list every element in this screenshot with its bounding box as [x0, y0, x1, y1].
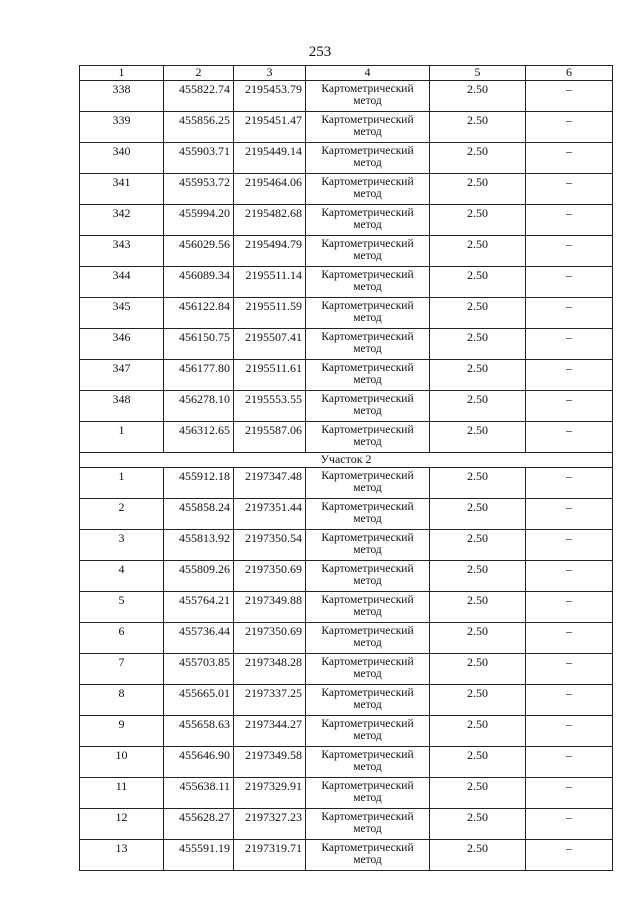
- table-row: [80, 716, 613, 747]
- note-cell: –: [526, 329, 613, 360]
- x-coordinate: 455591.19: [164, 840, 234, 871]
- note-cell: –: [526, 112, 613, 143]
- y-coordinate: 2195482.68: [234, 205, 306, 236]
- table-row: [80, 391, 613, 422]
- table-row: [80, 422, 613, 453]
- method-cell: Картометрический метод: [306, 267, 430, 298]
- table-row: [80, 267, 613, 298]
- table-row: [80, 236, 613, 267]
- note-cell: –: [526, 592, 613, 623]
- accuracy-cell: 2.50: [430, 654, 526, 685]
- x-coordinate: 455953.72: [164, 174, 234, 205]
- note-cell: –: [526, 143, 613, 174]
- x-coordinate: 455903.71: [164, 143, 234, 174]
- method-cell: Картометрический метод: [306, 360, 430, 391]
- point-number: 340: [80, 143, 164, 174]
- point-number: 7: [80, 654, 164, 685]
- table-row: [80, 530, 613, 561]
- table-row: [80, 499, 613, 530]
- x-coordinate: 455658.63: [164, 716, 234, 747]
- accuracy-cell: 2.50: [430, 685, 526, 716]
- note-cell: –: [526, 391, 613, 422]
- point-number: 344: [80, 267, 164, 298]
- x-coordinate: 455764.21: [164, 592, 234, 623]
- page-number: 253: [308, 44, 332, 60]
- note-cell: –: [526, 499, 613, 530]
- point-number: 2: [80, 499, 164, 530]
- accuracy-cell: 2.50: [430, 391, 526, 422]
- note-cell: –: [526, 778, 613, 809]
- method-cell: Картометрический метод: [306, 809, 430, 840]
- y-coordinate: 2197329.91: [234, 778, 306, 809]
- x-coordinate: 455912.18: [164, 468, 234, 499]
- note-cell: –: [526, 267, 613, 298]
- coordinates-table-body: [80, 66, 613, 871]
- point-number: 1: [80, 422, 164, 453]
- accuracy-cell: 2.50: [430, 236, 526, 267]
- note-cell: –: [526, 81, 613, 112]
- point-number: 3: [80, 530, 164, 561]
- point-number: 11: [80, 778, 164, 809]
- note-cell: –: [526, 530, 613, 561]
- method-cell: Картометрический метод: [306, 298, 430, 329]
- method-cell: Картометрический метод: [306, 112, 430, 143]
- point-number: 341: [80, 174, 164, 205]
- point-number: 347: [80, 360, 164, 391]
- x-coordinate: 455809.26: [164, 561, 234, 592]
- accuracy-cell: 2.50: [430, 623, 526, 654]
- accuracy-cell: 2.50: [430, 112, 526, 143]
- method-cell: Картометрический метод: [306, 592, 430, 623]
- y-coordinate: 2197350.54: [234, 530, 306, 561]
- point-number: 6: [80, 623, 164, 654]
- column-header: 2: [164, 66, 234, 81]
- note-cell: –: [526, 747, 613, 778]
- note-cell: –: [526, 468, 613, 499]
- x-coordinate: 455858.24: [164, 499, 234, 530]
- table-row: [80, 468, 613, 499]
- y-coordinate: 2195587.06: [234, 422, 306, 453]
- point-number: 13: [80, 840, 164, 871]
- point-number: 4: [80, 561, 164, 592]
- y-coordinate: 2195511.14: [234, 267, 306, 298]
- note-cell: –: [526, 422, 613, 453]
- point-number: 8: [80, 685, 164, 716]
- x-coordinate: 456089.34: [164, 267, 234, 298]
- method-cell: Картометрический метод: [306, 778, 430, 809]
- table-row: [80, 298, 613, 329]
- column-header: 4: [306, 66, 430, 81]
- section-title: Участок 2: [80, 453, 613, 468]
- note-cell: –: [526, 840, 613, 871]
- table-row: [80, 747, 613, 778]
- accuracy-cell: 2.50: [430, 561, 526, 592]
- y-coordinate: 2197319.71: [234, 840, 306, 871]
- accuracy-cell: 2.50: [430, 143, 526, 174]
- column-header: 1: [80, 66, 164, 81]
- point-number: 1: [80, 468, 164, 499]
- y-coordinate: 2197348.28: [234, 654, 306, 685]
- x-coordinate: 456312.65: [164, 422, 234, 453]
- accuracy-cell: 2.50: [430, 267, 526, 298]
- x-coordinate: 455994.20: [164, 205, 234, 236]
- accuracy-cell: 2.50: [430, 205, 526, 236]
- y-coordinate: 2197327.23: [234, 809, 306, 840]
- table-row: [80, 809, 613, 840]
- note-cell: –: [526, 561, 613, 592]
- point-number: 348: [80, 391, 164, 422]
- y-coordinate: 2197347.48: [234, 468, 306, 499]
- point-number: 342: [80, 205, 164, 236]
- method-cell: Картометрический метод: [306, 422, 430, 453]
- accuracy-cell: 2.50: [430, 422, 526, 453]
- method-cell: Картометрический метод: [306, 685, 430, 716]
- method-cell: Картометрический метод: [306, 530, 430, 561]
- note-cell: –: [526, 809, 613, 840]
- point-number: 346: [80, 329, 164, 360]
- accuracy-cell: 2.50: [430, 174, 526, 205]
- column-header: 5: [430, 66, 526, 81]
- method-cell: Картометрический метод: [306, 236, 430, 267]
- method-cell: Картометрический метод: [306, 623, 430, 654]
- accuracy-cell: 2.50: [430, 81, 526, 112]
- coordinates-table: [79, 65, 613, 871]
- x-coordinate: 456150.75: [164, 329, 234, 360]
- method-cell: Картометрический метод: [306, 205, 430, 236]
- accuracy-cell: 2.50: [430, 468, 526, 499]
- table-row: [80, 654, 613, 685]
- y-coordinate: 2197344.27: [234, 716, 306, 747]
- table-row: [80, 360, 613, 391]
- note-cell: –: [526, 623, 613, 654]
- method-cell: Картометрический метод: [306, 81, 430, 112]
- y-coordinate: 2195553.55: [234, 391, 306, 422]
- table-row: [80, 778, 613, 809]
- y-coordinate: 2197337.25: [234, 685, 306, 716]
- method-cell: Картометрический метод: [306, 561, 430, 592]
- y-coordinate: 2197349.88: [234, 592, 306, 623]
- note-cell: –: [526, 716, 613, 747]
- table-row: [80, 329, 613, 360]
- method-cell: Картометрический метод: [306, 329, 430, 360]
- accuracy-cell: 2.50: [430, 298, 526, 329]
- y-coordinate: 2195511.61: [234, 360, 306, 391]
- x-coordinate: 455665.01: [164, 685, 234, 716]
- table-row: [80, 561, 613, 592]
- note-cell: –: [526, 360, 613, 391]
- x-coordinate: 455813.92: [164, 530, 234, 561]
- x-coordinate: 455628.27: [164, 809, 234, 840]
- x-coordinate: 455638.11: [164, 778, 234, 809]
- y-coordinate: 2195451.47: [234, 112, 306, 143]
- y-coordinate: 2197351.44: [234, 499, 306, 530]
- note-cell: –: [526, 174, 613, 205]
- method-cell: Картометрический метод: [306, 654, 430, 685]
- x-coordinate: 456122.84: [164, 298, 234, 329]
- section-header-row: [80, 453, 613, 468]
- x-coordinate: 456177.80: [164, 360, 234, 391]
- method-cell: Картометрический метод: [306, 174, 430, 205]
- note-cell: –: [526, 654, 613, 685]
- x-coordinate: 455646.90: [164, 747, 234, 778]
- column-header: 6: [526, 66, 613, 81]
- table-row: [80, 81, 613, 112]
- x-coordinate: 455736.44: [164, 623, 234, 654]
- note-cell: –: [526, 236, 613, 267]
- method-cell: Картометрический метод: [306, 391, 430, 422]
- column-header-row: [80, 66, 613, 81]
- accuracy-cell: 2.50: [430, 716, 526, 747]
- y-coordinate: 2195449.14: [234, 143, 306, 174]
- point-number: 338: [80, 81, 164, 112]
- y-coordinate: 2195453.79: [234, 81, 306, 112]
- point-number: 12: [80, 809, 164, 840]
- column-header: 3: [234, 66, 306, 81]
- table-row: [80, 592, 613, 623]
- y-coordinate: 2197350.69: [234, 561, 306, 592]
- accuracy-cell: 2.50: [430, 329, 526, 360]
- accuracy-cell: 2.50: [430, 778, 526, 809]
- point-number: 339: [80, 112, 164, 143]
- method-cell: Картометрический метод: [306, 143, 430, 174]
- accuracy-cell: 2.50: [430, 592, 526, 623]
- accuracy-cell: 2.50: [430, 809, 526, 840]
- x-coordinate: 455703.85: [164, 654, 234, 685]
- table-row: [80, 685, 613, 716]
- x-coordinate: 455856.25: [164, 112, 234, 143]
- accuracy-cell: 2.50: [430, 747, 526, 778]
- x-coordinate: 455822.74: [164, 81, 234, 112]
- note-cell: –: [526, 298, 613, 329]
- y-coordinate: 2195464.06: [234, 174, 306, 205]
- accuracy-cell: 2.50: [430, 840, 526, 871]
- note-cell: –: [526, 685, 613, 716]
- point-number: 343: [80, 236, 164, 267]
- y-coordinate: 2195507.41: [234, 329, 306, 360]
- accuracy-cell: 2.50: [430, 530, 526, 561]
- accuracy-cell: 2.50: [430, 499, 526, 530]
- point-number: 5: [80, 592, 164, 623]
- note-cell: –: [526, 205, 613, 236]
- method-cell: Картометрический метод: [306, 747, 430, 778]
- method-cell: Картометрический метод: [306, 840, 430, 871]
- table-row: [80, 112, 613, 143]
- method-cell: Картометрический метод: [306, 716, 430, 747]
- table-row: [80, 623, 613, 654]
- table-row: [80, 174, 613, 205]
- accuracy-cell: 2.50: [430, 360, 526, 391]
- point-number: 9: [80, 716, 164, 747]
- y-coordinate: 2197349.58: [234, 747, 306, 778]
- table-row: [80, 840, 613, 871]
- x-coordinate: 456029.56: [164, 236, 234, 267]
- x-coordinate: 456278.10: [164, 391, 234, 422]
- point-number: 10: [80, 747, 164, 778]
- y-coordinate: 2195494.79: [234, 236, 306, 267]
- point-number: 345: [80, 298, 164, 329]
- method-cell: Картометрический метод: [306, 468, 430, 499]
- y-coordinate: 2195511.59: [234, 298, 306, 329]
- table-row: [80, 143, 613, 174]
- method-cell: Картометрический метод: [306, 499, 430, 530]
- y-coordinate: 2197350.69: [234, 623, 306, 654]
- table-row: [80, 205, 613, 236]
